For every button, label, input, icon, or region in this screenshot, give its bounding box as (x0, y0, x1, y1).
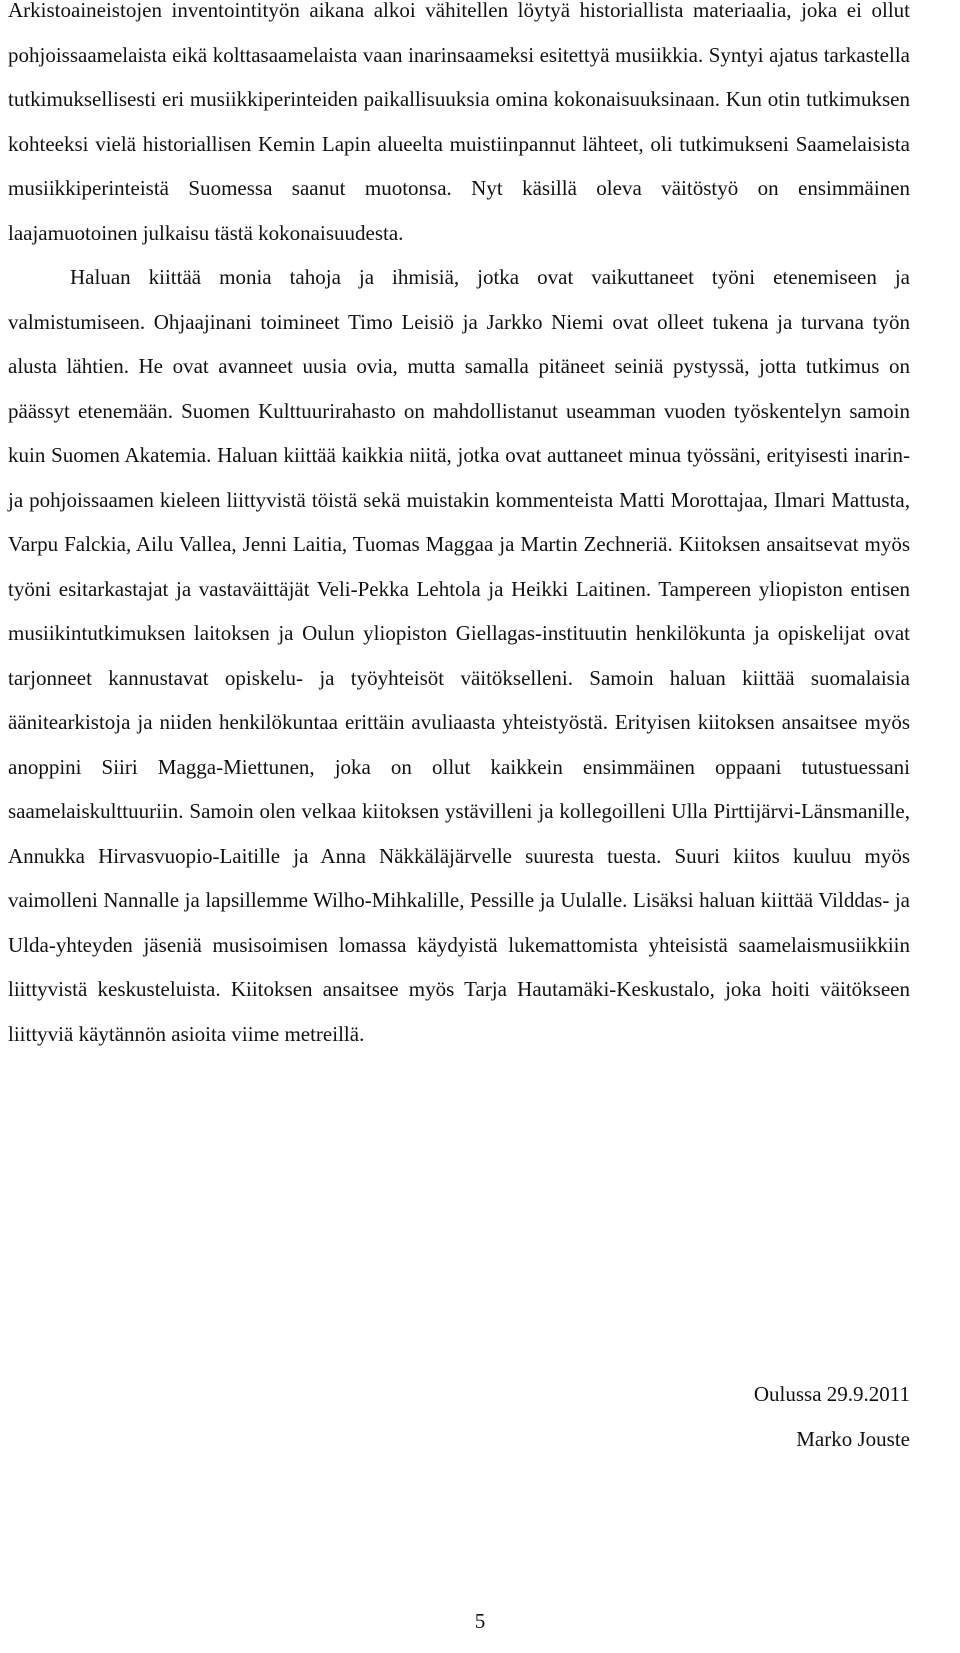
body-paragraph-1: Arkistoaineistojen inventointityön aikana alkoi vähitellen löytyä historiallista materiaalia, joka ei ollut pohjoissaamelaista eikä kolttasaamelaista vaan inarinsaameksi esitettyä musiikkia. Syntyi ajatus tarkastella tutkimuksellisesti eri musiikkiperinteiden paikallisuuksia omina kokonaisuuksinaan. Kun otin tutkimuksen kohteeksi vielä historiallisen Kemin Lapin alueelta muistiinpannut lähteet, oli tutkimukseni Saamelaisista musiikkiperinteistä Suomessa saanut muotonsa. Nyt käsillä oleva väitöstyö on ensimmäinen laajamuotoinen julkaisu tästä kokonaisuudesta. (8, 0, 910, 245)
body-paragraph-2: Haluan kiittää monia tahoja ja ihmisiä, jotka ovat vaikuttaneet työni etenemiseen ja valmistumiseen. Ohjaajinani toimineet Timo Leisiö ja Jarkko Niemi ovat olleet tukena ja turvana työn alusta lähtien. He ovat avanneet uusia ovia, mutta samalla pitäneet seiniä pystyssä, jotta tutkimus on päässyt etenemään. Suomen Kulttuurirahasto on mahdollistanut useamman vuoden työskentelyn samoin kuin Suomen Akatemia. Haluan kiittää kaikkia niitä, jotka ovat auttaneet minua työssäni, erityisesti inarin- ja pohjoissaamen kieleen liittyvistä töistä sekä muistakin kommenteista Matti Morottajaa, Ilmari Mattusta, Varpu Falckia, Ailu Vallea, Jenni Laitia, Tuomas Maggaa ja Martin Zechneriä. Kiitoksen ansaitsevat myös työni esitarkastajat ja vastaväittäjät Veli-Pekka Lehtola ja Heikki Laitinen. Tampereen yliopiston entisen musiikintutkimuksen laitoksen ja Oulun yliopiston Giellagas-instituutin henkilökunta ja opiskelijat ovat tarjonneet kannustavat opiskelu- ja työyhteisöt väitökselleni. Samoin haluan kiittää suomalaisia äänitearkistoja ja niiden henkilökuntaa erittäin avuliaasta yhteistyöstä. Erityisen kiitoksen ansaitsee myös anoppini Siiri Magga-Miettunen, joka on ollut kaikkein ensimmäinen oppaani tutustuessani saamelaiskulttuuriin. Samoin olen velkaa kiitoksen ystävilleni ja kollegoilleni Ulla Pirttijärvi-Länsmanille, Annukka Hirvasvuopio-Laitille ja Anna Näkkäläjärvelle suuresta tuesta. Suuri kiitos kuuluu myös vaimolleni Nannalle ja lapsillemme Wilho-Mihkalille, Pessille ja Uulalle. Lisäksi haluan kiittää Vilddas- ja Ulda-yhteyden jäseniä musisoimisen lomassa käydyistä lukemattomista yhteisistä saamelaismusiikkiin liittyvistä keskusteluista. Kiitoksen ansaitsee myös Tarja Hautamäki-Keskustalo, joka hoiti väitökseen liittyviä käytännön asioita viime metreillä. (8, 265, 910, 1046)
page-number: 5 (474, 1609, 486, 1633)
signature-block (754, 1372, 910, 1461)
signature-name: Marko Jouste (796, 1426, 910, 1451)
document-page (8, 0, 910, 1056)
signature-place-date: Oulussa 29.9.2011 (753, 1382, 910, 1406)
